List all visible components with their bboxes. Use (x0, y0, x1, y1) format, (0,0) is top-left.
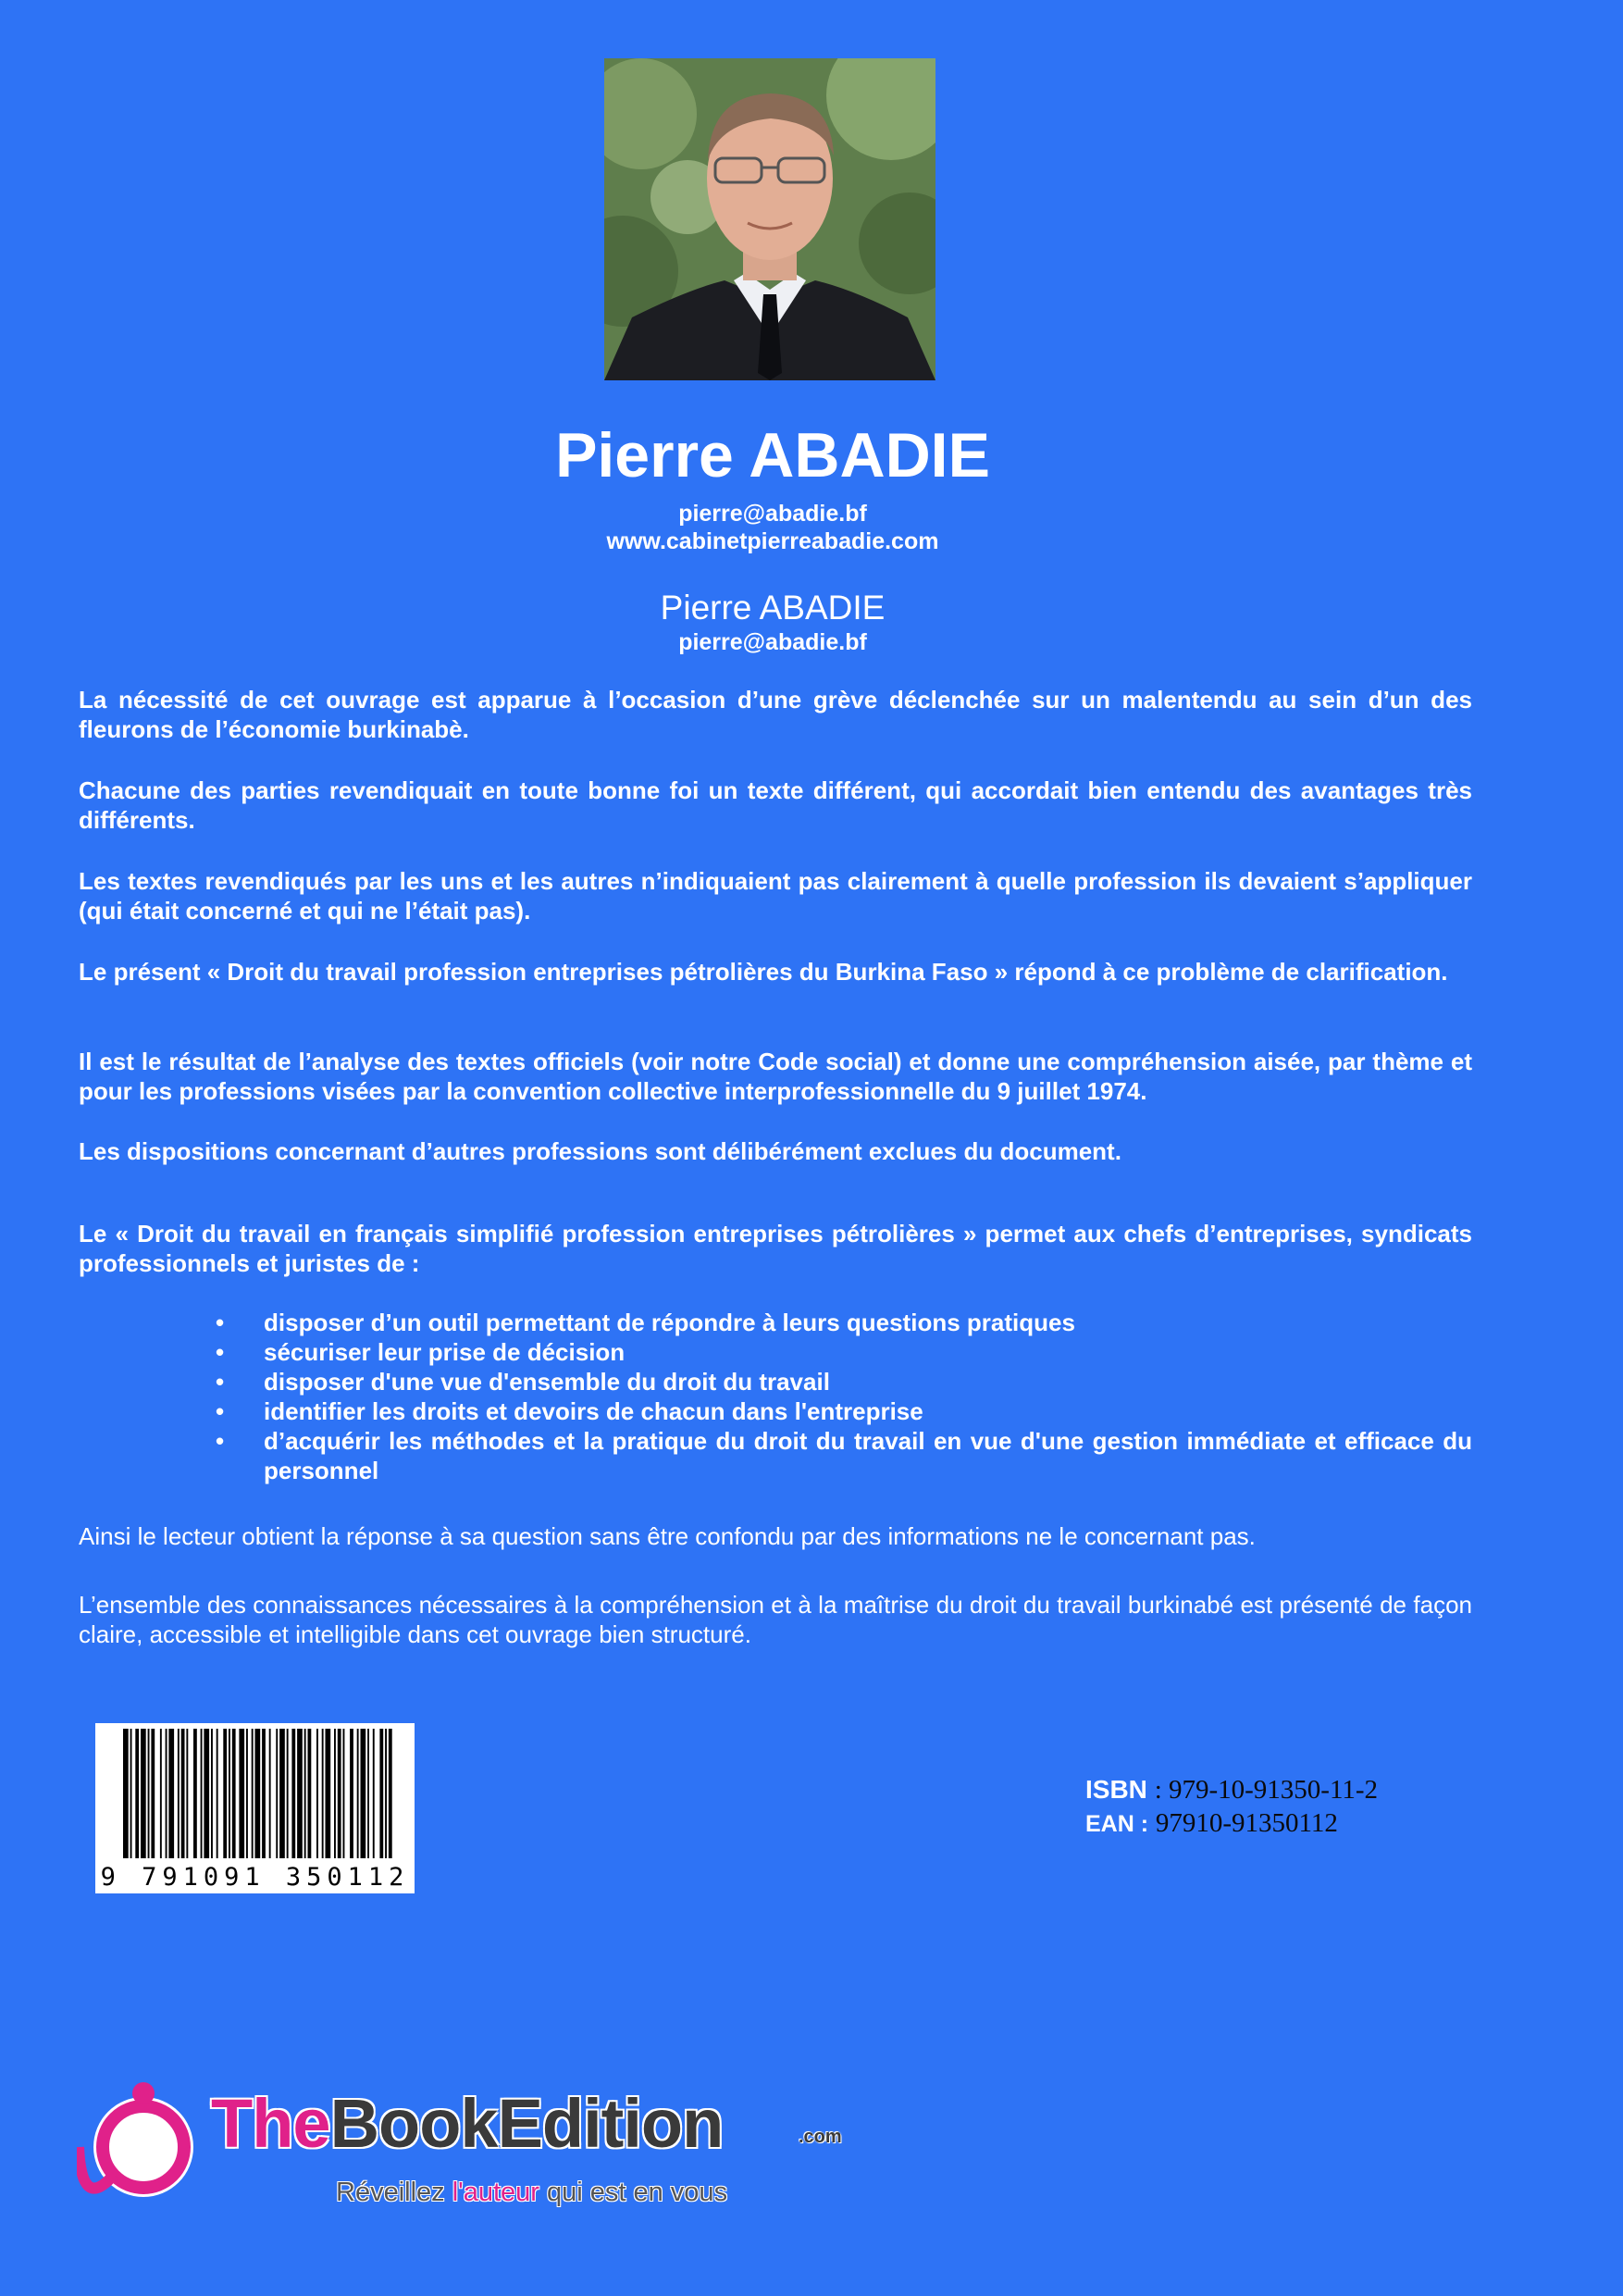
wordmark-com: .com (799, 2127, 842, 2147)
paragraph: Chacune des parties revendiquait en toute bonne foi un texte différent, qui accordait bien entendu des avantages très différents. (79, 776, 1472, 834)
barcode-bar (357, 1729, 359, 1858)
paragraph: La nécessité de cet ouvrage est apparue à l’occasion d’une grève déclenchée sur un malentendu au sein d’un des fleurons de l’économie burkinabè. (79, 686, 1472, 743)
list-item: • d’acquérir les méthodes et la pratique du droit du travail en vue d'une gestion immédiate et efficace du personnel (79, 1426, 1472, 1485)
author-name-secondary: Pierre ABADIE (660, 589, 886, 627)
paragraph: Les textes revendiqués par les uns et les autres n’indiquaient pas clairement à quelle profession ils devaient s’appliquer (qui était concerné et qui ne l’était pas). (79, 867, 1472, 925)
author-website: www.cabinetpierreabadie.com (606, 528, 939, 554)
barcode-bar (269, 1729, 271, 1858)
barcode-digits: 9 791091 350112 (100, 1863, 410, 1892)
publisher-logo-icon (77, 2073, 206, 2203)
paragraph: Il est le résultat de l’analyse des textes officiels (voir notre Code social) et donne une compréhension aisée, par thème et pour les professions visées par la convention collective interprofessionnelle du 9 juillet 1974. (79, 1048, 1472, 1105)
barcode-bar (178, 1729, 180, 1858)
barcode-bar (322, 1729, 324, 1858)
paragraph: Le « Droit du travail en français simplifié profession entreprises pétrolières » permet aux chefs d’entreprises, syndicats professionnels et juristes de : (79, 1220, 1472, 1277)
wordmark-the: The (211, 2085, 330, 2162)
author-name: Pierre ABADIE (555, 420, 990, 490)
barcode-bar (326, 1729, 331, 1858)
barcode-bar (304, 1729, 306, 1858)
publisher-logo (77, 2073, 842, 2221)
list-item: • disposer d’un outil permettant de répondre à leurs questions pratiques (79, 1308, 1472, 1337)
barcode-bar (181, 1729, 185, 1858)
barcode-bar (166, 1729, 167, 1858)
author-photo (604, 58, 935, 380)
wordmark-bookedition: BookEdition (329, 2085, 724, 2162)
barcode-bar (367, 1729, 369, 1858)
barcode-bar (379, 1729, 383, 1858)
closing-paragraph: Ainsi le lecteur obtient la réponse à sa question sans être confondu par des informations ne le concernant pas. (79, 1522, 1256, 1550)
barcode-bar (361, 1729, 366, 1858)
list-item: • disposer d'une vue d'ensemble du droit du travail (79, 1367, 1472, 1396)
tagline-part: Réveillez (336, 2178, 452, 2207)
barcode-bar (350, 1729, 353, 1858)
barcode-bar (276, 1729, 278, 1858)
tagline-part: qui est en vous (539, 2178, 728, 2207)
ean-label: EAN : (1085, 1811, 1149, 1837)
barcode-bar (239, 1729, 244, 1858)
barcode-bar (389, 1729, 392, 1858)
barcode-bar (291, 1729, 295, 1858)
list-item: • sécuriser leur prise de décision (79, 1337, 1472, 1367)
barcode-bar (148, 1729, 150, 1858)
isbn-block (1085, 1773, 1378, 1841)
barcode-bar (338, 1729, 341, 1858)
barcode-bar (343, 1729, 345, 1858)
barcode-bar (262, 1729, 266, 1858)
ean-value: 97910-91350112 (1155, 1808, 1338, 1838)
barcode-bar (201, 1729, 203, 1858)
barcode-bar (308, 1729, 312, 1858)
list-item: • identifier les droits et devoirs de chacun dans l'entreprise (79, 1396, 1472, 1426)
barcode-bar (229, 1729, 230, 1858)
barcode-bar (246, 1729, 248, 1858)
tagline-highlight: l'auteur (452, 2178, 539, 2207)
barcode-bar (232, 1729, 236, 1858)
barcode-bar (252, 1729, 254, 1858)
benefits-list (79, 1308, 1472, 1485)
barcode-bar (130, 1729, 132, 1858)
barcode-bar (193, 1729, 197, 1858)
barcode-bar (123, 1729, 129, 1858)
isbn-label: ISBN (1085, 1775, 1147, 1804)
barcode-bar (141, 1729, 146, 1858)
paragraph: Le présent « Droit du travail profession entreprises pétrolières du Burkina Faso » répond à ce problème de clarification. (79, 958, 1448, 986)
barcode-bar (168, 1729, 174, 1858)
barcode-bars (95, 1723, 415, 1862)
paragraph: Les dispositions concernant d’autres professions sont délibérément exclues du document. (79, 1137, 1121, 1165)
barcode-bar (151, 1729, 155, 1858)
barcode-bar (297, 1729, 303, 1858)
barcode-bar (385, 1729, 387, 1858)
barcode-bar (287, 1729, 289, 1858)
barcode-bar (211, 1729, 213, 1858)
isbn-value: : 979-10-91350-11-2 (1154, 1775, 1379, 1805)
barcode-bar (316, 1729, 318, 1858)
barcode-bar (279, 1729, 285, 1858)
barcode-bar (160, 1729, 162, 1858)
barcode-bar (186, 1729, 188, 1858)
portrait-image (604, 58, 935, 380)
closing-paragraph: L’ensemble des connaissances nécessaires à la compréhension et à la maîtrise du droit du travail burkinabé est présenté de façon claire, accessible et intelligible dans cet ouvrage bien structuré. (79, 1591, 1472, 1648)
publisher-tagline (336, 2179, 727, 2206)
barcode-bar (223, 1729, 227, 1858)
barcode-bar (204, 1729, 209, 1858)
barcode-bar (135, 1729, 139, 1858)
publisher-wordmark (211, 2085, 724, 2162)
author-email-secondary: pierre@abadie.bf (678, 629, 867, 655)
barcode-bar (217, 1729, 218, 1858)
barcode-bar (373, 1729, 375, 1858)
barcode-bar (255, 1729, 261, 1858)
barcode (95, 1723, 415, 1893)
barcode-bar (334, 1729, 336, 1858)
author-email: pierre@abadie.bf (678, 501, 867, 527)
